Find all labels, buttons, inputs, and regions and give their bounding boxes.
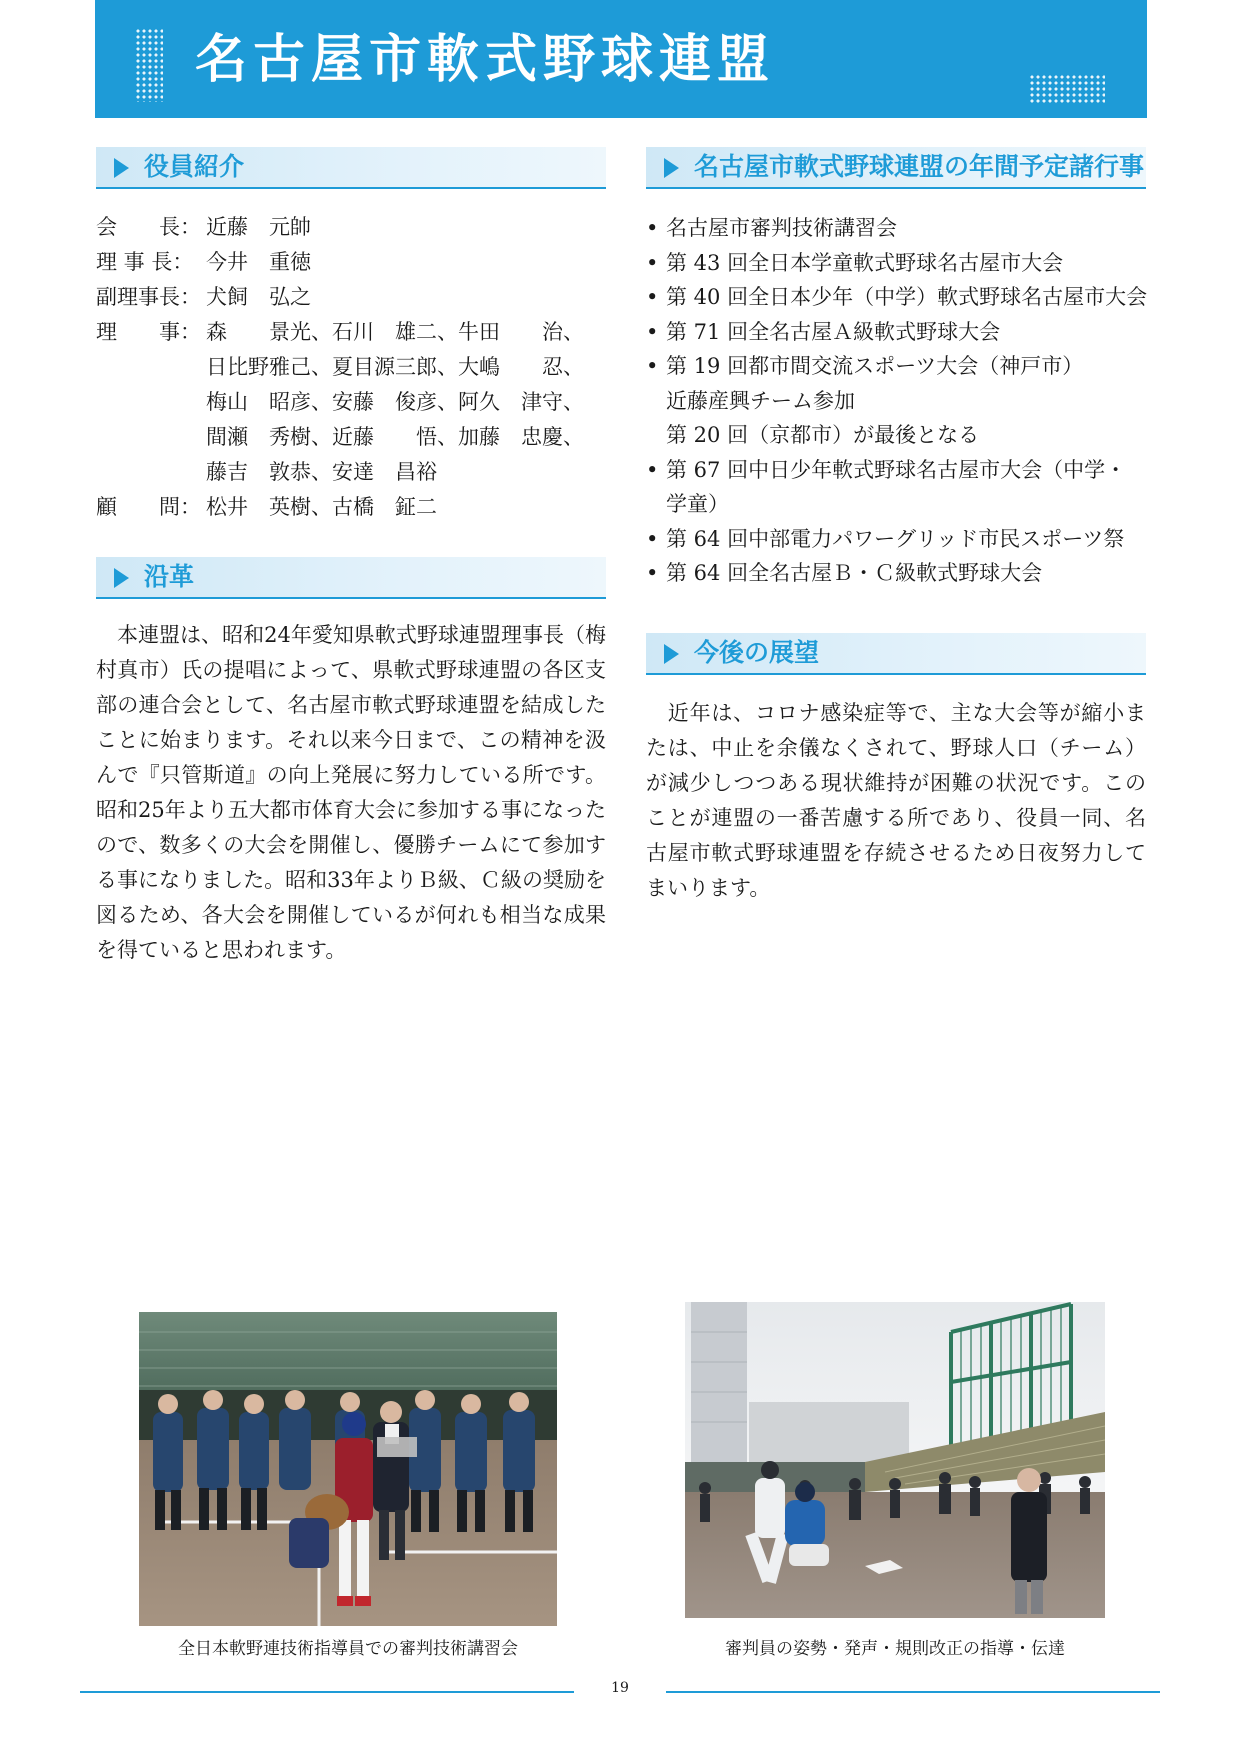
list-item (646, 453, 1146, 522)
photo-caption: 審判員の姿勢・発声・規則改正の指導・伝達 (725, 1639, 1065, 1659)
officer-role: 理 事 長： (96, 250, 194, 274)
officers-heading-label: 役員紹介 (144, 152, 245, 181)
event-text: 第 20 回（京都市）が最後となる (666, 423, 980, 447)
events-heading (646, 147, 1146, 189)
event-text: 第 19 回都市間交流スポーツ大会（神戸市） (666, 354, 1084, 378)
umpire-training-image (685, 1302, 1105, 1618)
officer-role: 副理事長： (96, 285, 201, 309)
officer-role: 顧 問： (96, 495, 201, 519)
list-item (646, 522, 1146, 557)
bullet-icon: • (646, 285, 659, 309)
officer-names: 梅山 昭彦、安藤 俊彦、阿久 津守、 (206, 390, 584, 414)
bullet-icon: • (646, 561, 659, 585)
officer-names: 間瀬 秀樹、近藤 悟、加藤 忠慶、 (206, 425, 584, 449)
list-item (646, 280, 1146, 315)
triangle-marker-icon (664, 644, 679, 664)
officer-names: 藤吉 敦恭、安達 昌裕 (206, 460, 437, 484)
event-text: 第 64 回全名古屋Ｂ・Ｃ級軟式野球大会 (666, 561, 1043, 585)
outlook-heading-label: 今後の展望 (694, 638, 820, 667)
event-text: 第 40 回全日本少年（中学）軟式野球名古屋市大会 (666, 285, 1148, 309)
page-title: 名古屋市軟式野球連盟 (195, 30, 776, 90)
list-item (646, 246, 1146, 281)
footer-rule-right (666, 1691, 1160, 1693)
list-item (646, 349, 1146, 453)
event-text: 第 43 回全日本学童軟式野球名古屋市大会 (666, 250, 1064, 275)
bullet-icon: • (646, 354, 659, 378)
bullet-icon: • (646, 216, 659, 240)
footer-rule-left (80, 1691, 574, 1693)
officer-role (96, 385, 206, 420)
officer-names: 犬飼 弘之 (206, 285, 311, 309)
bullet-icon: • (646, 319, 659, 344)
list-item (646, 556, 1146, 591)
bullet-icon: • (646, 457, 659, 482)
officer-names: 日比野雅己、夏目源三郎、大嶋 忍、 (206, 355, 584, 379)
officer-row (96, 490, 606, 525)
officer-row (96, 350, 606, 385)
photo-caption: 全日本軟野連技術指導員での審判技術講習会 (178, 1639, 518, 1659)
officers-list (96, 210, 606, 525)
dot-pattern-decoration (1029, 74, 1105, 104)
officer-role (96, 420, 206, 455)
event-text: 第 67 回中日少年軟式野球名古屋市大会（中学・ (666, 457, 1127, 482)
officer-role (96, 455, 206, 490)
officer-role (96, 350, 206, 385)
officers-heading (96, 147, 606, 189)
event-text: 近藤産興チーム参加 (666, 388, 855, 413)
list-item (646, 315, 1146, 350)
officer-row (96, 385, 606, 420)
officer-role: 会 長： (96, 215, 201, 239)
list-item (646, 211, 1146, 246)
officer-row (96, 210, 606, 245)
officer-row (96, 280, 606, 315)
history-heading-label: 沿革 (144, 562, 195, 591)
officer-row (96, 245, 606, 280)
bullet-icon: • (646, 526, 659, 551)
officer-row (96, 455, 606, 490)
page-number: 19 (611, 1680, 629, 1696)
officer-names: 近藤 元帥 (206, 215, 311, 239)
photo-umpire-clinic (139, 1312, 557, 1626)
title-banner (95, 0, 1147, 118)
history-heading (96, 557, 606, 599)
dot-pattern-decoration (135, 28, 163, 102)
bullet-icon: • (646, 250, 659, 275)
officer-row (96, 315, 606, 350)
photo-umpire-training (685, 1302, 1105, 1618)
triangle-marker-icon (114, 158, 129, 178)
history-paragraph: 本連盟は、昭和24年愛知県軟式野球連盟理事長（梅村真市）氏の提唱によって、県軟式野球連盟の各区支部の連合会として、名古屋市軟式野球連盟を結成したことに始まります。それ以来今日まで、この精神を汲んで『只管斯道』の向上発展に努力している所です。昭和25年より五大都市体育大会に参加する事になったので、数多くの大会を開催し、優勝チームにて参加する事になりました。昭和33年よりＢ級、Ｃ級の奨励を図るため、各大会を開催しているが何れも相当な成果を得ていると思われます。 (96, 623, 606, 962)
event-text: 第 64 回中部電力パワーグリッド市民スポーツ祭 (666, 526, 1125, 551)
outlook-heading (646, 633, 1146, 675)
events-list (646, 211, 1146, 591)
event-text: 学童） (666, 492, 729, 516)
event-text: 名古屋市審判技術講習会 (666, 216, 897, 240)
officer-names: 今井 重徳 (206, 250, 311, 274)
officer-row (96, 420, 606, 455)
triangle-marker-icon (664, 158, 679, 178)
event-text: 第 71 回全名古屋Ａ級軟式野球大会 (666, 319, 1001, 344)
officer-names: 松井 英樹、古橋 鉦二 (206, 495, 437, 519)
officer-role: 理 事： (96, 320, 201, 344)
events-heading-label: 名古屋市軟式野球連盟の年間予定諸行事 (694, 152, 1145, 181)
triangle-marker-icon (114, 568, 129, 588)
outlook-paragraph: 近年は、コロナ感染症等で、主な大会等が縮小または、中止を余儀なくされて、野球人口（チーム）が減少しつつある現状維持が困難の状況です。このことが連盟の一番苦慮する所であり、役員一同、名古屋市軟式野球連盟を存続させるため日夜努力してまいります。 (646, 701, 1146, 900)
officer-names: 森 景光、石川 雄二、牛田 治、 (206, 320, 584, 344)
umpire-clinic-image (139, 1312, 557, 1626)
